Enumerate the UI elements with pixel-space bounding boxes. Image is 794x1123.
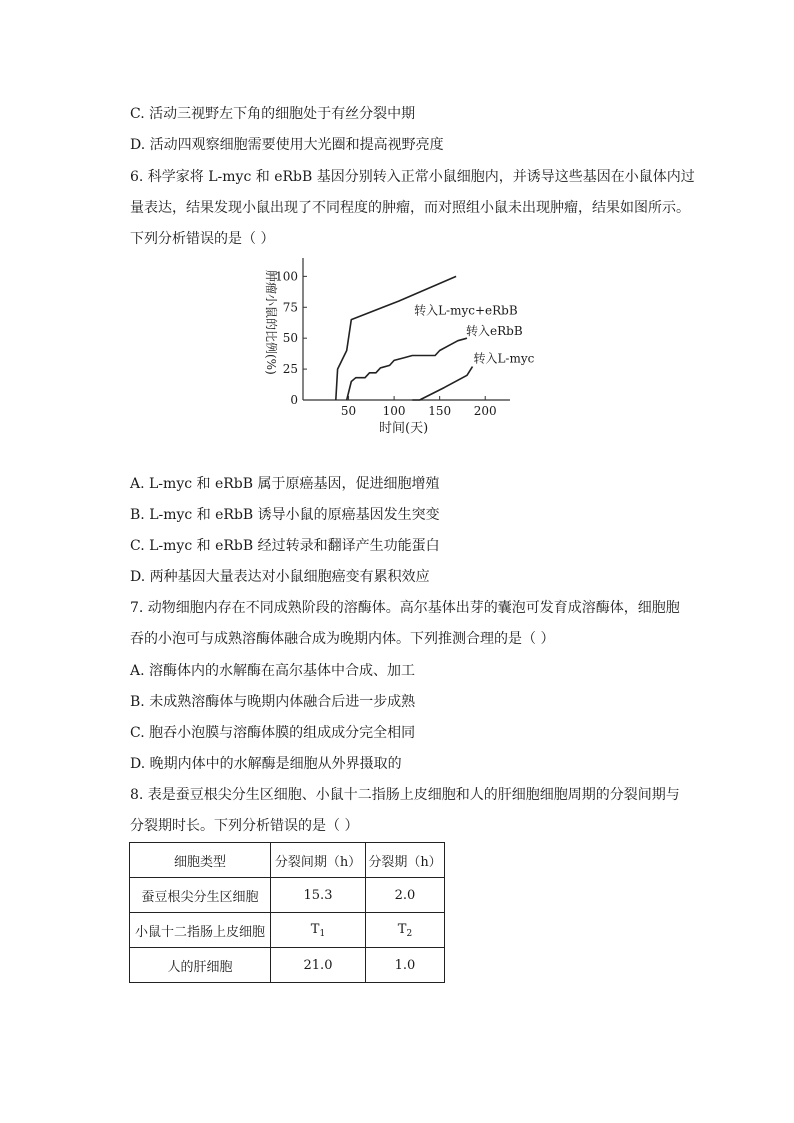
- y-tick-label: 75: [282, 300, 298, 315]
- q7-option-b: B. 未成熟溶酶体与晚期内体融合后进一步成熟: [130, 694, 416, 710]
- x-tick-label: 200: [473, 404, 497, 418]
- header-interphase: 分裂间期（h）: [271, 843, 366, 878]
- y-tick-label: 25: [282, 362, 298, 377]
- table-row: [130, 948, 445, 983]
- interphase-hours: 21.0: [271, 948, 366, 983]
- chart-series: [336, 276, 535, 400]
- series-label-2: 转入eRbB: [466, 324, 523, 339]
- chart-ticks: [275, 269, 497, 418]
- x-tick-label: 100: [382, 404, 406, 418]
- x-tick-label: 50: [340, 404, 357, 418]
- tumor-ratio-chart: [255, 252, 535, 442]
- q8-stem-line-1: 8. 表是蚕豆根尖分生区细胞、小鼠十二指肠上皮细胞和人的肝细胞细胞周期的分裂间期与: [130, 787, 680, 803]
- cell-type: 小鼠十二指肠上皮细胞: [130, 913, 271, 948]
- header-cell-type: 细胞类型: [130, 843, 271, 878]
- table-header-row: [130, 843, 445, 878]
- series-label-1: 转入L-myc+eRbB: [414, 303, 518, 318]
- q7-stem-line-1: 7. 动物细胞内存在不同成熟阶段的溶酶体。高尔基体出芽的囊泡可发育成溶酶体，细胞胞: [130, 600, 680, 616]
- mitosis-hours: 1.0: [366, 948, 445, 983]
- series-label-3: 转入L-myc: [473, 351, 535, 366]
- mitosis-symbol: T: [397, 921, 407, 937]
- q5-option-d: D. 活动四观察细胞需要使用大光圈和提高视野亮度: [130, 137, 444, 153]
- q6-option-d: D. 两种基因大量表达对小鼠细胞癌变有累积效应: [130, 569, 430, 585]
- q7-option-a: A. 溶酶体内的水解酶在高尔基体中合成、加工: [130, 663, 416, 679]
- q6-option-c: C. L-myc 和 eRbB 经过转录和翻译产生功能蛋白: [130, 538, 440, 554]
- q8-stem-line-2: 分裂期时长。下列分析错误的是（ ）: [130, 818, 359, 834]
- q6-stem-line-3: 下列分析错误的是（ ）: [130, 231, 275, 247]
- x-tick-label: 150: [428, 404, 452, 418]
- q6-stem-line-2: 量表达，结果发现小鼠出现了不同程度的肿瘤，而对照组小鼠未出现肿瘤，结果如图所示。: [130, 200, 690, 216]
- y-axis-label: 肿瘤小鼠的比例(%): [264, 270, 278, 375]
- interphase-hours: 15.3: [271, 878, 366, 913]
- x-axis-label: 时间(天): [379, 421, 429, 436]
- q6-stem-line-1: 6. 科学家将 L-myc 和 eRbB 基因分别转入正常小鼠细胞内，并诱导这些基因在小鼠体内过: [130, 169, 695, 185]
- interphase-hours: [271, 913, 366, 948]
- mitosis-hours: 2.0: [366, 878, 445, 913]
- header-mitosis: 分裂期（h）: [366, 843, 445, 878]
- q6-option-b: B. L-myc 和 eRbB 诱导小鼠的原癌基因发生突变: [130, 507, 440, 523]
- cell-type: 人的肝细胞: [130, 948, 271, 983]
- y-tick-label: 50: [282, 331, 298, 346]
- interphase-symbol: T: [310, 921, 320, 937]
- series-line-1: [336, 276, 456, 400]
- mitosis-subscript: 2: [406, 928, 413, 939]
- table-row: [130, 913, 445, 948]
- interphase-subscript: 1: [319, 928, 326, 939]
- series-line-3: [412, 367, 472, 400]
- cell-type: 蚕豆根尖分生区细胞: [130, 878, 271, 913]
- cell-cycle-table: [129, 842, 445, 983]
- series-line-2: [347, 338, 467, 400]
- q5-option-c: C. 活动三视野左下角的细胞处于有丝分裂中期: [130, 106, 416, 122]
- q6-option-a: A. L-myc 和 eRbB 属于原癌基因，促进细胞增殖: [130, 476, 440, 492]
- q7-option-c: C. 胞吞小泡膜与溶酶体膜的组成成分完全相同: [130, 725, 416, 741]
- y-tick-label: 0: [290, 393, 298, 407]
- q7-option-d: D. 晚期内体中的水解酶是细胞从外界摄取的: [130, 756, 402, 772]
- q7-stem-line-2: 吞的小泡可与成熟溶酶体融合成为晚期内体。下列推测合理的是（ ）: [130, 631, 555, 647]
- mitosis-hours: [366, 913, 445, 948]
- y-tick-label: 100: [275, 269, 298, 284]
- table-row: [130, 878, 445, 913]
